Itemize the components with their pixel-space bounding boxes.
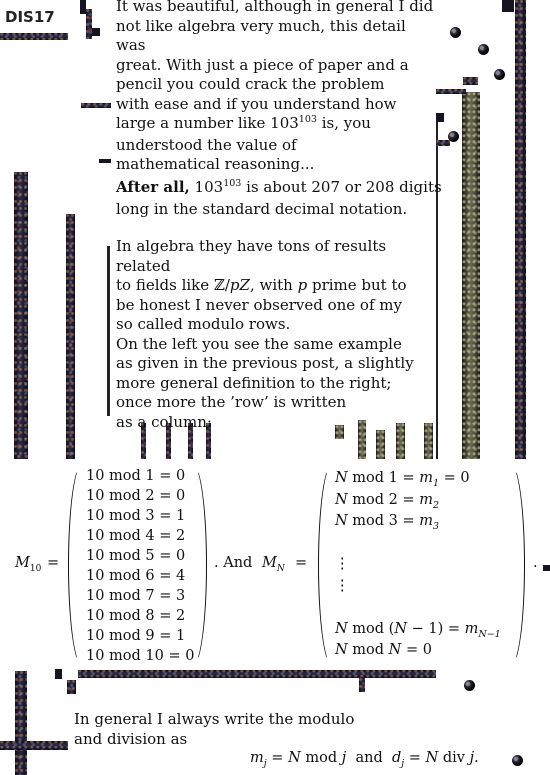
decor-bar-bottom — [78, 670, 436, 678]
decor-bar-grey — [376, 430, 385, 459]
decor-line — [107, 246, 110, 416]
text-line: In general I always write the modulo — [74, 710, 355, 728]
text-line: not like algebra very much, this detail was — [116, 16, 406, 54]
matrix-row: 10 mod 7 = 3 — [86, 588, 186, 604]
decor-bar-right — [515, 0, 526, 459]
paragraph-intro — [116, 0, 436, 175]
text-line: long in the standard decimal notation. — [116, 199, 408, 218]
matrix-row: 10 mod 3 = 1 — [86, 508, 186, 524]
matrix-row: ⋮ — [335, 577, 350, 594]
matrix-row — [335, 533, 501, 555]
decor-bar — [436, 140, 450, 146]
and-text: . And — [214, 555, 253, 571]
paragraph-general — [74, 710, 374, 749]
matrix-row: N mod $(N - 1) = m_{N-1}$ — [335, 620, 501, 640]
decor-line — [436, 113, 438, 459]
text-line: large a number like $103^{103}$ is, you — [116, 114, 371, 132]
text-line: to fields like ℤ/pZ, with p prime but to — [116, 276, 407, 294]
decor-ball — [448, 131, 459, 142]
equals-sign: = — [47, 555, 60, 571]
decor-ball — [464, 680, 475, 691]
matrix-row: 10 mod 6 = 4 — [86, 568, 186, 584]
matrix-row: ⋮ — [335, 556, 350, 572]
decor-square — [99, 159, 111, 163]
decor-bar-top-left — [0, 33, 68, 40]
decor-bar — [67, 680, 76, 694]
matrix-left-body — [86, 466, 194, 666]
paren-right — [510, 464, 525, 666]
matrix-row: 10 mod 8 = 2 — [86, 608, 186, 624]
text-line: as given in the previous post, a slightly — [116, 354, 414, 372]
decor-square — [437, 113, 444, 122]
equals-sign: = — [295, 555, 308, 571]
paren-left — [318, 464, 333, 666]
matrix-row: 10 mod 9 = 1 — [86, 628, 186, 644]
decor-ball — [512, 755, 523, 766]
decor-bar — [81, 103, 111, 108]
decor-bar — [15, 671, 27, 775]
text-line: be honest I never observed one of my — [116, 295, 402, 314]
text-line: mathematical reasoning... — [116, 155, 315, 173]
paragraph-algebra — [116, 237, 436, 432]
matrix-row: 10 mod 1 = 0 — [86, 468, 186, 484]
paragraph-after-all — [116, 178, 446, 219]
text-line: It was beautiful, although in general I did — [116, 0, 434, 15]
matrix-row: 10 mod 4 = 2 — [86, 528, 186, 544]
decor-bar-grey — [462, 92, 480, 459]
text-span: $103^{103}$ is about 207 or 208 digits — [194, 178, 442, 196]
matrix-row — [335, 597, 501, 619]
decor-bar — [436, 89, 466, 94]
text-line: once more the ’row’ is written — [116, 393, 347, 411]
bold-lead: After all, — [116, 178, 190, 196]
matrix-right-label — [262, 555, 285, 574]
text-line: as a column: — [116, 412, 212, 431]
text-line: with ease and if you understand how — [116, 94, 397, 113]
decor-bar-left-1 — [14, 172, 28, 459]
corner-label: DIS17 — [5, 8, 55, 26]
matrix-row: 10 mod 2 = 0 — [86, 488, 186, 504]
final-period: . — [533, 555, 538, 571]
decor-square — [55, 669, 62, 679]
text-line — [116, 178, 446, 200]
matrix-row: N mod $2 = m_2$ — [335, 491, 440, 511]
decor-square — [502, 0, 514, 12]
matrix-row: N mod $3 = m_3$ — [335, 513, 440, 532]
text-line: and division as — [74, 729, 188, 748]
paren-left — [68, 464, 83, 666]
text-line: On the left you see the same example — [116, 334, 402, 353]
text-line: great. With just a piece of paper and a — [116, 55, 409, 74]
matrix-row: N mod N = 0 — [335, 642, 432, 658]
decor-ball — [494, 69, 505, 80]
label-subscript: 10 — [29, 563, 42, 574]
text-line: pencil you could crack the problem — [116, 75, 385, 93]
label-subscript: N — [276, 563, 285, 574]
decor-square — [543, 565, 550, 571]
matrix-row: 10 mod 5 = 0 — [86, 548, 186, 564]
decor-bar-left-2 — [66, 214, 75, 459]
text-line: In algebra they have tons of results related — [116, 237, 387, 275]
text-line: so called modulo rows. — [116, 315, 291, 333]
decor-bar — [359, 678, 365, 692]
text-line: understood the value of — [116, 135, 297, 154]
decor-ball — [450, 27, 461, 38]
label-letter: M — [262, 555, 277, 571]
decor-bar — [0, 741, 68, 750]
decor-ball — [478, 44, 489, 55]
matrix-row: N mod $1 = m_1 = 0$ — [335, 470, 470, 489]
text-line: more general definition to the right; — [116, 373, 392, 392]
matrix-right-body — [335, 468, 501, 662]
formula: $m_j = N$ mod j and $d_j = N$ div j. — [250, 750, 479, 769]
decor-square — [92, 28, 100, 36]
decor-bar — [463, 77, 478, 85]
matrix-row: 10 mod 10 = 0 — [86, 648, 195, 664]
matrix-left-label — [15, 555, 41, 574]
label-letter: M — [15, 555, 30, 571]
